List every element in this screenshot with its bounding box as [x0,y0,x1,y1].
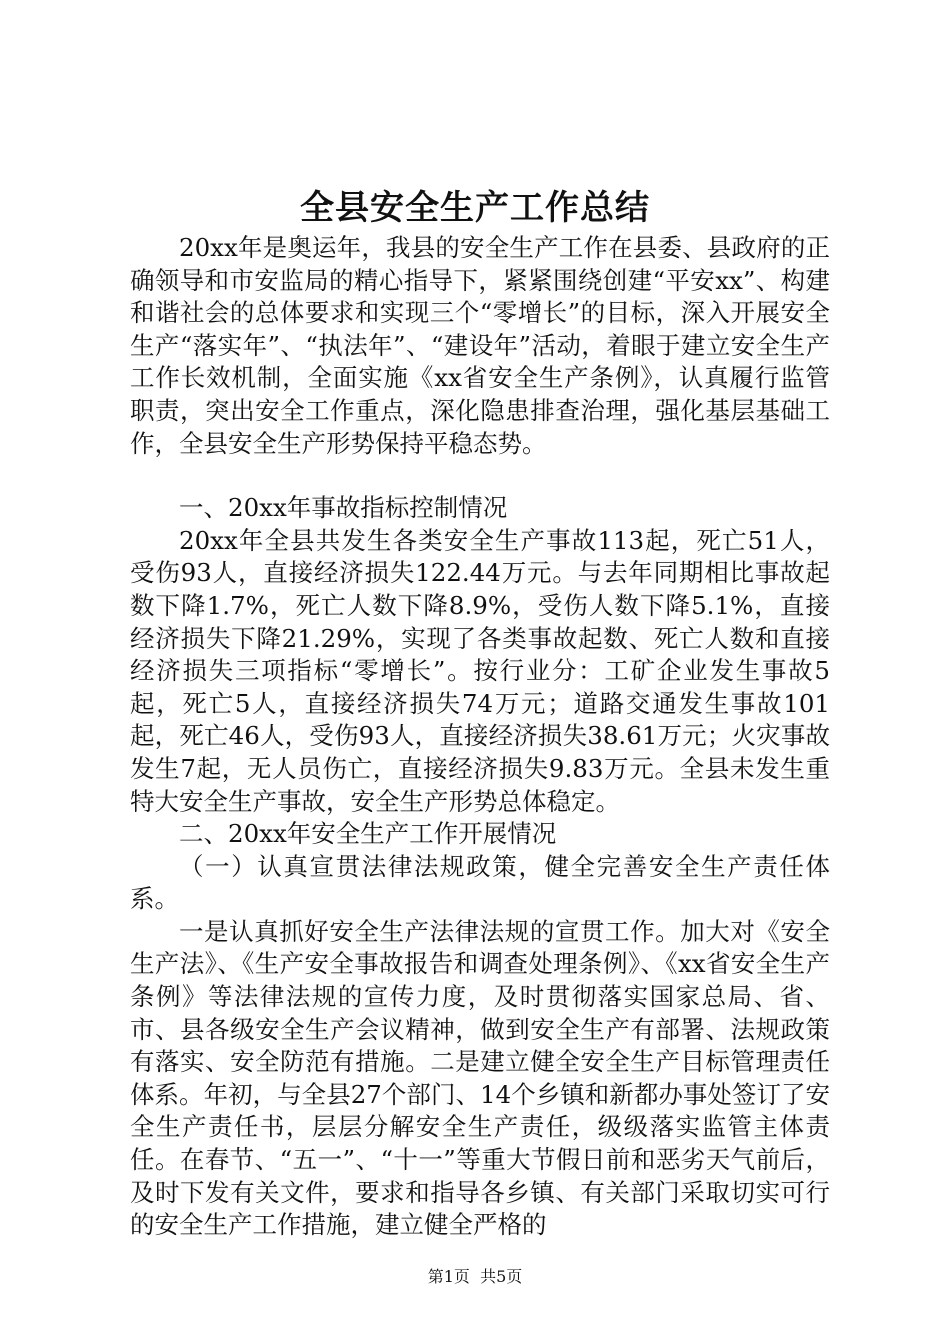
paragraph-measures: 一是认真抓好安全生产法律法规的宣贯工作。加大对《安全生产法》、《生产安全事故报告和调查处理条例》、《xx省安全生产条例》等法律法规的宣传力度，及时贯彻落实国家总局、省、市、县各级安全生产会议精神，做到安全生产有部署、法规政策有落实、安全防范有措施。二是建立健全安全生产目标管理责任体系。年初，与全县27个部门、14个乡镇和新都办事处签订了安全生产责任书，层层分解安全生产责任，级级落实监管主体责任。在春节、“五一”、“十一”等重大节假日前和恶劣天气前后，及时下发有关文件，要求和指导各乡镇、有关部门采取切实可行的安全生产工作措施，建立健全严格的 [130,916,830,1240]
subsection-heading-1: （一）认真宣贯法律法规政策，健全完善安全生产责任体系。 [130,851,830,914]
document-body [130,232,830,1242]
paragraph-accidents: 20xx年全县共发生各类安全生产事故113起，死亡51人，受伤93人，直接经济损失122.44万元。与去年同期相比事故起数下降1.7%，死亡人数下降8.9%，受伤人数下降5.1%，直接经济损失下降21.29%，实现了各类事故起数、死亡人数和直接经济损失三项指标“零增长”。按行业分：工矿企业发生事故5起，死亡5人，直接经济损失74万元；道路交通发生事故101起，死亡46人，受伤93人，直接经济损失38.61万元；火灾事故发生7起，无人员伤亡，直接经济损失9.83万元。全县未发生重特大安全生产事故，安全生产形势总体稳定。 [130,525,830,816]
document-title: 全县安全生产工作总结 [300,188,650,228]
section-heading-2: 二、20xx年安全生产工作开展情况 [179,819,557,849]
page-number: 第1页 [427,1267,470,1286]
section-heading-1: 一、20xx年事故指标控制情况 [179,493,508,523]
page-footer [0,1266,950,1288]
paragraph-intro: 20xx年是奥运年，我县的安全生产工作在县委、县政府的正确领导和市安监局的精心指导下，紧紧围绕创建“平安xx”、构建和谐社会的总体要求和实现三个“零增长”的目标，深入开展安全生产“落实年”、“执法年”、“建设年”活动，着眼于建立安全生产工作长效机制，全面实施《xx省安全生产条例》，认真履行监管职责，突出安全工作重点，深化隐患排查治理，强化基层基础工作，全县安全生产形势保持平稳态势。 [130,233,830,458]
page-total: 共5页 [480,1267,523,1286]
